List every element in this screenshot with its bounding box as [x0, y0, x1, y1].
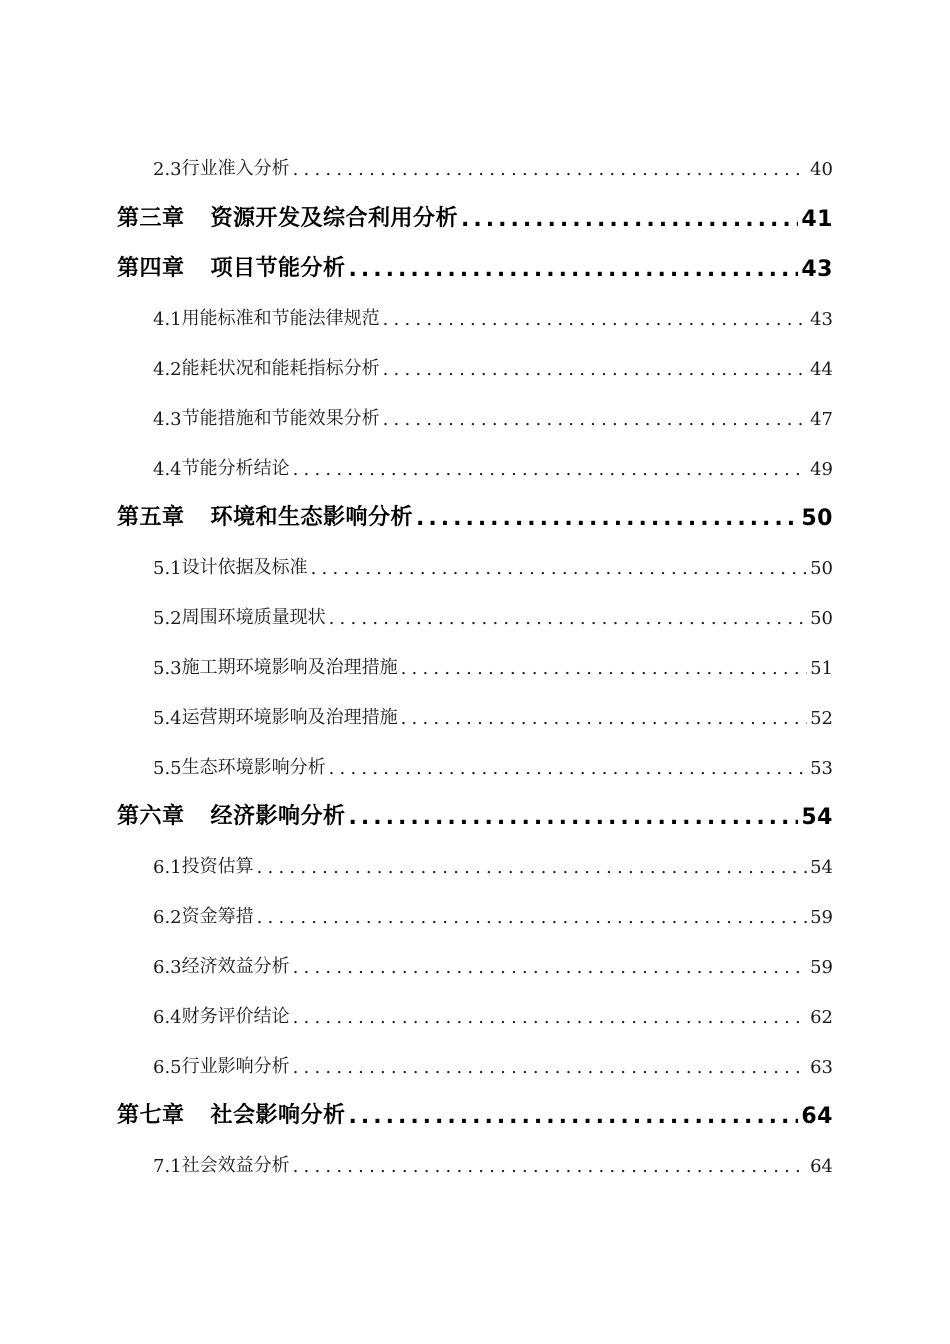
dot-leader	[293, 159, 807, 180]
toc-entry-number: 5.3	[153, 658, 182, 679]
toc-entry-page: 44	[810, 359, 833, 380]
toc-entry-4-1[interactable]	[153, 300, 833, 330]
toc-entry-page: 64	[810, 1156, 833, 1177]
dot-leader	[311, 558, 807, 579]
dot-leader	[383, 409, 807, 430]
toc-entry-page: 47	[810, 409, 833, 430]
toc-chapter-number: 第七章	[117, 1103, 185, 1128]
dot-leader	[293, 1156, 807, 1177]
toc-entry-number: 6.1	[153, 857, 182, 878]
toc-entry-number: 6.5	[153, 1057, 182, 1078]
toc-entry-page: 52	[810, 708, 833, 729]
toc-chapter-number: 第六章	[117, 804, 185, 829]
toc-entry-page: 50	[810, 608, 833, 629]
toc-entry-title: 行业影响分析	[181, 1056, 290, 1077]
toc-chapter-title: 经济影响分析	[210, 804, 346, 829]
toc-entry-6-2[interactable]	[153, 898, 833, 928]
toc-entry-title: 经济效益分析	[181, 956, 290, 977]
dot-leader	[329, 758, 807, 779]
toc-entry-page: 62	[810, 1007, 833, 1028]
toc-entry-5-1[interactable]	[153, 549, 833, 579]
toc-entry-6-4[interactable]	[153, 998, 833, 1028]
toc-entry-5-2[interactable]	[153, 599, 833, 629]
toc-entry-title: 施工期环境影响及治理措施	[181, 657, 398, 678]
toc-chapter-page: 50	[801, 506, 833, 531]
toc-chapter-title: 项目节能分析	[210, 256, 346, 281]
toc-entry-6-3[interactable]	[153, 948, 833, 978]
dot-leader	[293, 1007, 807, 1028]
toc-entry-title: 能耗状况和能耗指标分析	[181, 358, 380, 379]
toc-entry-page: 54	[810, 857, 833, 878]
toc-entry-7-1[interactable]	[153, 1147, 833, 1177]
toc-entry-page: 43	[810, 309, 833, 330]
toc-entry-number: 6.4	[153, 1007, 182, 1028]
toc-entry-5-3[interactable]	[153, 649, 833, 679]
toc-entry-number: 7.1	[153, 1156, 182, 1177]
toc-entry-5-5[interactable]	[153, 749, 833, 779]
toc-chapter-number: 第三章	[117, 206, 185, 231]
toc-entry-number: 4.4	[153, 459, 182, 480]
toc-entry-page: 59	[810, 957, 833, 978]
toc-entry-number: 2.3	[153, 159, 182, 180]
toc-entry-title: 行业准入分析	[181, 158, 290, 179]
toc-chapter-7[interactable]	[117, 1093, 833, 1129]
toc-entry-2-3[interactable]	[153, 150, 833, 180]
toc-chapter-5[interactable]	[117, 495, 833, 531]
toc-entry-number: 5.1	[153, 558, 182, 579]
toc-entry-title: 生态环境影响分析	[181, 757, 326, 778]
dot-leader	[293, 957, 807, 978]
toc-entry-number: 4.1	[153, 309, 182, 330]
toc-chapter-page: 41	[801, 207, 833, 232]
toc-entry-title: 设计依据及标准	[181, 557, 308, 578]
dot-leader	[461, 207, 798, 232]
dot-leader	[349, 1104, 799, 1129]
toc-entry-page: 51	[810, 658, 833, 679]
toc-entry-6-1[interactable]	[153, 848, 833, 878]
dot-leader	[416, 506, 798, 531]
toc-entry-number: 5.4	[153, 708, 182, 729]
dot-leader	[293, 459, 807, 480]
dot-leader	[257, 907, 807, 928]
dot-leader	[383, 359, 807, 380]
toc-chapter-6[interactable]	[117, 794, 833, 830]
toc-entry-page: 53	[810, 758, 833, 779]
toc-entry-title: 运营期环境影响及治理措施	[181, 707, 398, 728]
toc-entry-number: 4.2	[153, 359, 182, 380]
dot-leader	[293, 1057, 807, 1078]
toc-entry-title: 社会效益分析	[181, 1155, 290, 1176]
toc-entry-title: 财务评价结论	[181, 1006, 290, 1027]
toc-entry-title: 节能措施和节能效果分析	[181, 408, 380, 429]
toc-entry-number: 4.3	[153, 409, 182, 430]
toc-chapter-title: 资源开发及综合利用分析	[210, 206, 459, 231]
toc-entry-4-2[interactable]	[153, 350, 833, 380]
toc-entry-5-4[interactable]	[153, 699, 833, 729]
toc-entry-title: 节能分析结论	[181, 458, 290, 479]
toc-chapter-number: 第五章	[117, 505, 185, 530]
toc-entry-page: 40	[810, 159, 833, 180]
toc-chapter-title: 环境和生态影响分析	[210, 505, 414, 530]
dot-leader	[257, 857, 807, 878]
dot-leader	[349, 805, 799, 830]
toc-chapter-4[interactable]	[117, 246, 833, 282]
toc-chapter-title: 社会影响分析	[210, 1103, 346, 1128]
toc-entry-number: 5.2	[153, 608, 182, 629]
toc-entry-title: 投资估算	[181, 856, 254, 877]
toc-entry-page: 50	[810, 558, 833, 579]
toc-entry-number: 5.5	[153, 758, 182, 779]
toc-chapter-page: 43	[801, 257, 833, 282]
toc-entry-4-3[interactable]	[153, 400, 833, 430]
toc-entry-page: 49	[810, 459, 833, 480]
toc-entry-6-5[interactable]	[153, 1048, 833, 1078]
toc-chapter-page: 54	[801, 805, 833, 830]
toc-entry-title: 资金筹措	[181, 906, 254, 927]
dot-leader	[349, 257, 799, 282]
toc-entry-page: 59	[810, 907, 833, 928]
toc-entry-page: 63	[810, 1057, 833, 1078]
dot-leader	[383, 309, 807, 330]
toc-entry-title: 用能标准和节能法律规范	[181, 308, 380, 329]
toc-chapter-3[interactable]	[117, 196, 833, 232]
dot-leader	[401, 658, 807, 679]
toc-entry-title: 周围环境质量现状	[181, 607, 326, 628]
toc-entry-number: 6.3	[153, 957, 182, 978]
toc-chapter-number: 第四章	[117, 256, 185, 281]
dot-leader	[401, 708, 807, 729]
toc-entry-4-4[interactable]	[153, 450, 833, 480]
dot-leader	[329, 608, 807, 629]
toc-entry-number: 6.2	[153, 907, 182, 928]
toc-chapter-page: 64	[801, 1104, 833, 1129]
